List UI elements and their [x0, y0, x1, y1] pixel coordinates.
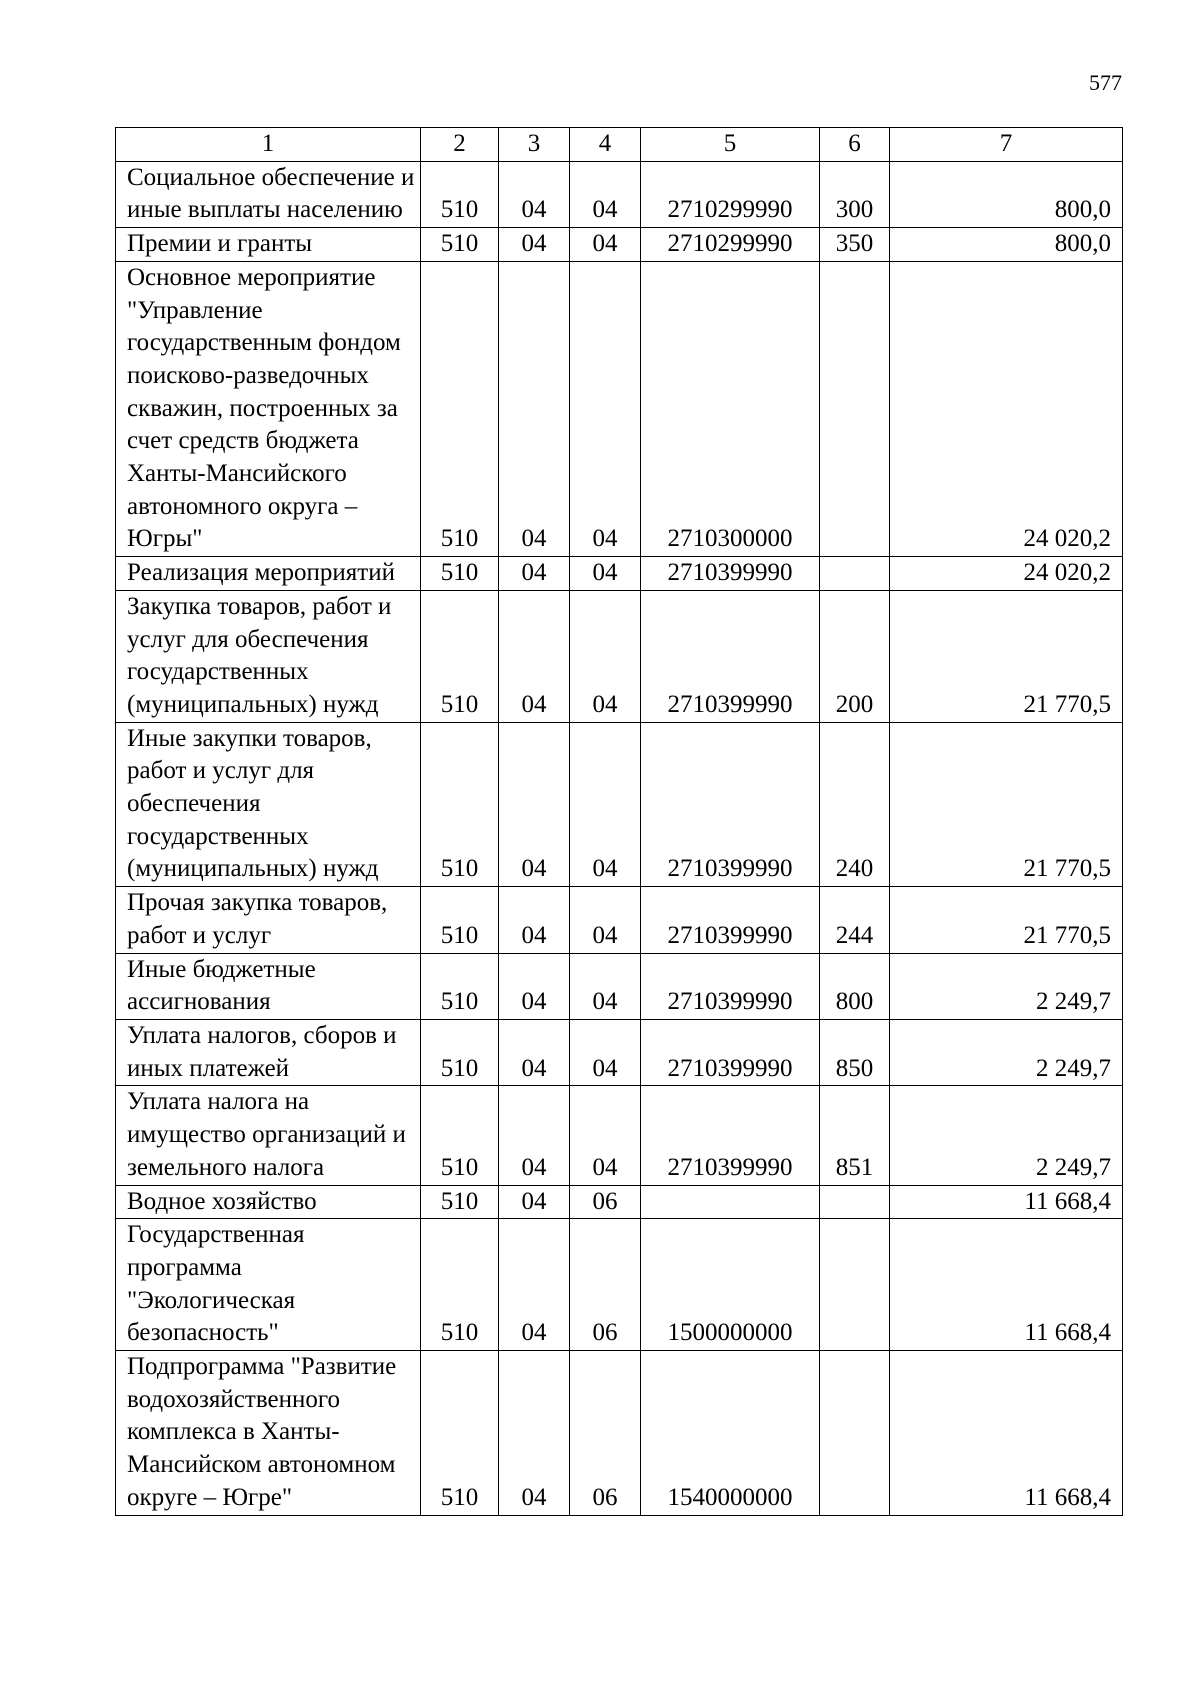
- cell-subsection-code: 04: [570, 161, 641, 227]
- table-row: [116, 1351, 1123, 1516]
- cell-amount: 11 668,4: [890, 1219, 1123, 1351]
- cell-row-name: Государственная программа "Экологическая безопасность": [116, 1219, 421, 1351]
- cell-admin-code: 510: [421, 1019, 499, 1085]
- cell-target-article: 2710399990: [641, 722, 820, 887]
- cell-target-article: 2710299990: [641, 228, 820, 262]
- cell-row-name: Иные закупки товаров, работ и услуг для обеспечения государственных (муниципальных) нужд: [116, 722, 421, 887]
- cell-row-name: Уплата налога на имущество организаций и земельного налога: [116, 1086, 421, 1185]
- table-row: [116, 1185, 1123, 1219]
- cell-amount: 21 770,5: [890, 887, 1123, 953]
- cell-amount: 24 020,2: [890, 557, 1123, 591]
- cell-target-article: 2710399990: [641, 1086, 820, 1185]
- cell-admin-code: 510: [421, 228, 499, 262]
- cell-subsection-code: 04: [570, 590, 641, 722]
- cell-section-code: 04: [499, 722, 570, 887]
- cell-expense-type: 240: [820, 722, 890, 887]
- cell-row-name: Водное хозяйство: [116, 1185, 421, 1219]
- cell-section-code: 04: [499, 261, 570, 556]
- cell-target-article: 2710399990: [641, 590, 820, 722]
- page-number: 577: [1089, 70, 1122, 95]
- cell-amount: 11 668,4: [890, 1185, 1123, 1219]
- cell-expense-type: 300: [820, 161, 890, 227]
- cell-section-code: 04: [499, 161, 570, 227]
- cell-admin-code: 510: [421, 887, 499, 953]
- column-header: 2: [421, 128, 499, 162]
- cell-amount: 2 249,7: [890, 953, 1123, 1019]
- cell-expense-type: [820, 557, 890, 591]
- cell-row-name: Основное мероприятие "Управление государственным фондом поисково-разведочных скважин, построенных за счет средств бюджета Ханты-Мансийского автономного округа – Югры": [116, 261, 421, 556]
- cell-admin-code: 510: [421, 161, 499, 227]
- cell-row-name: Социальное обеспечение и иные выплаты населению: [116, 161, 421, 227]
- cell-admin-code: 510: [421, 1185, 499, 1219]
- cell-subsection-code: 06: [570, 1351, 641, 1516]
- cell-section-code: 04: [499, 1219, 570, 1351]
- cell-section-code: 04: [499, 953, 570, 1019]
- cell-expense-type: [820, 261, 890, 556]
- column-header: 7: [890, 128, 1123, 162]
- column-header: 6: [820, 128, 890, 162]
- cell-amount: 2 249,7: [890, 1086, 1123, 1185]
- cell-amount: 800,0: [890, 161, 1123, 227]
- cell-admin-code: 510: [421, 261, 499, 556]
- cell-subsection-code: 04: [570, 228, 641, 262]
- table-row: [116, 722, 1123, 887]
- cell-target-article: [641, 1185, 820, 1219]
- cell-expense-type: 200: [820, 590, 890, 722]
- table-row: [116, 887, 1123, 953]
- cell-subsection-code: 04: [570, 722, 641, 887]
- cell-section-code: 04: [499, 1019, 570, 1085]
- cell-row-name: Премии и гранты: [116, 228, 421, 262]
- table-row: [116, 557, 1123, 591]
- cell-admin-code: 510: [421, 1219, 499, 1351]
- cell-subsection-code: 06: [570, 1219, 641, 1351]
- table-row: [116, 1086, 1123, 1185]
- budget-table: [115, 127, 1123, 1516]
- table-row: [116, 261, 1123, 556]
- table-header-row: [116, 128, 1123, 162]
- cell-admin-code: 510: [421, 557, 499, 591]
- cell-subsection-code: 06: [570, 1185, 641, 1219]
- cell-target-article: 2710300000: [641, 261, 820, 556]
- cell-admin-code: 510: [421, 722, 499, 887]
- cell-row-name: Закупка товаров, работ и услуг для обеспечения государственных (муниципальных) нужд: [116, 590, 421, 722]
- table-row: [116, 161, 1123, 227]
- cell-expense-type: [820, 1185, 890, 1219]
- cell-target-article: 2710399990: [641, 557, 820, 591]
- cell-section-code: 04: [499, 887, 570, 953]
- cell-row-name: Подпрограмма "Развитие водохозяйственного комплекса в Ханты-Мансийском автономном округе – Югре": [116, 1351, 421, 1516]
- cell-target-article: 2710399990: [641, 887, 820, 953]
- table-row: [116, 228, 1123, 262]
- cell-section-code: 04: [499, 590, 570, 722]
- cell-subsection-code: 04: [570, 887, 641, 953]
- cell-section-code: 04: [499, 557, 570, 591]
- cell-admin-code: 510: [421, 590, 499, 722]
- cell-subsection-code: 04: [570, 1086, 641, 1185]
- table-body: [116, 128, 1123, 1516]
- cell-expense-type: [820, 1219, 890, 1351]
- cell-amount: 24 020,2: [890, 261, 1123, 556]
- cell-row-name: Прочая закупка товаров, работ и услуг: [116, 887, 421, 953]
- cell-expense-type: 350: [820, 228, 890, 262]
- cell-expense-type: 851: [820, 1086, 890, 1185]
- cell-admin-code: 510: [421, 1086, 499, 1185]
- cell-target-article: 2710299990: [641, 161, 820, 227]
- column-header: 4: [570, 128, 641, 162]
- cell-amount: 2 249,7: [890, 1019, 1123, 1085]
- table-row: [116, 953, 1123, 1019]
- cell-expense-type: 850: [820, 1019, 890, 1085]
- cell-amount: 21 770,5: [890, 590, 1123, 722]
- cell-row-name: Иные бюджетные ассигнования: [116, 953, 421, 1019]
- cell-expense-type: 244: [820, 887, 890, 953]
- cell-amount: 11 668,4: [890, 1351, 1123, 1516]
- cell-admin-code: 510: [421, 1351, 499, 1516]
- cell-target-article: 2710399990: [641, 1019, 820, 1085]
- cell-section-code: 04: [499, 1185, 570, 1219]
- column-header: 5: [641, 128, 820, 162]
- cell-section-code: 04: [499, 1086, 570, 1185]
- table-row: [116, 1019, 1123, 1085]
- cell-expense-type: [820, 1351, 890, 1516]
- column-header: 3: [499, 128, 570, 162]
- cell-row-name: Реализация мероприятий: [116, 557, 421, 591]
- cell-section-code: 04: [499, 228, 570, 262]
- cell-target-article: 1540000000: [641, 1351, 820, 1516]
- cell-admin-code: 510: [421, 953, 499, 1019]
- cell-subsection-code: 04: [570, 953, 641, 1019]
- cell-target-article: 2710399990: [641, 953, 820, 1019]
- cell-row-name: Уплата налогов, сборов и иных платежей: [116, 1019, 421, 1085]
- cell-expense-type: 800: [820, 953, 890, 1019]
- cell-section-code: 04: [499, 1351, 570, 1516]
- cell-subsection-code: 04: [570, 1019, 641, 1085]
- cell-subsection-code: 04: [570, 261, 641, 556]
- cell-subsection-code: 04: [570, 557, 641, 591]
- table-row: [116, 590, 1123, 722]
- table-row: [116, 1219, 1123, 1351]
- cell-target-article: 1500000000: [641, 1219, 820, 1351]
- cell-amount: 21 770,5: [890, 722, 1123, 887]
- cell-amount: 800,0: [890, 228, 1123, 262]
- column-header: 1: [116, 128, 421, 162]
